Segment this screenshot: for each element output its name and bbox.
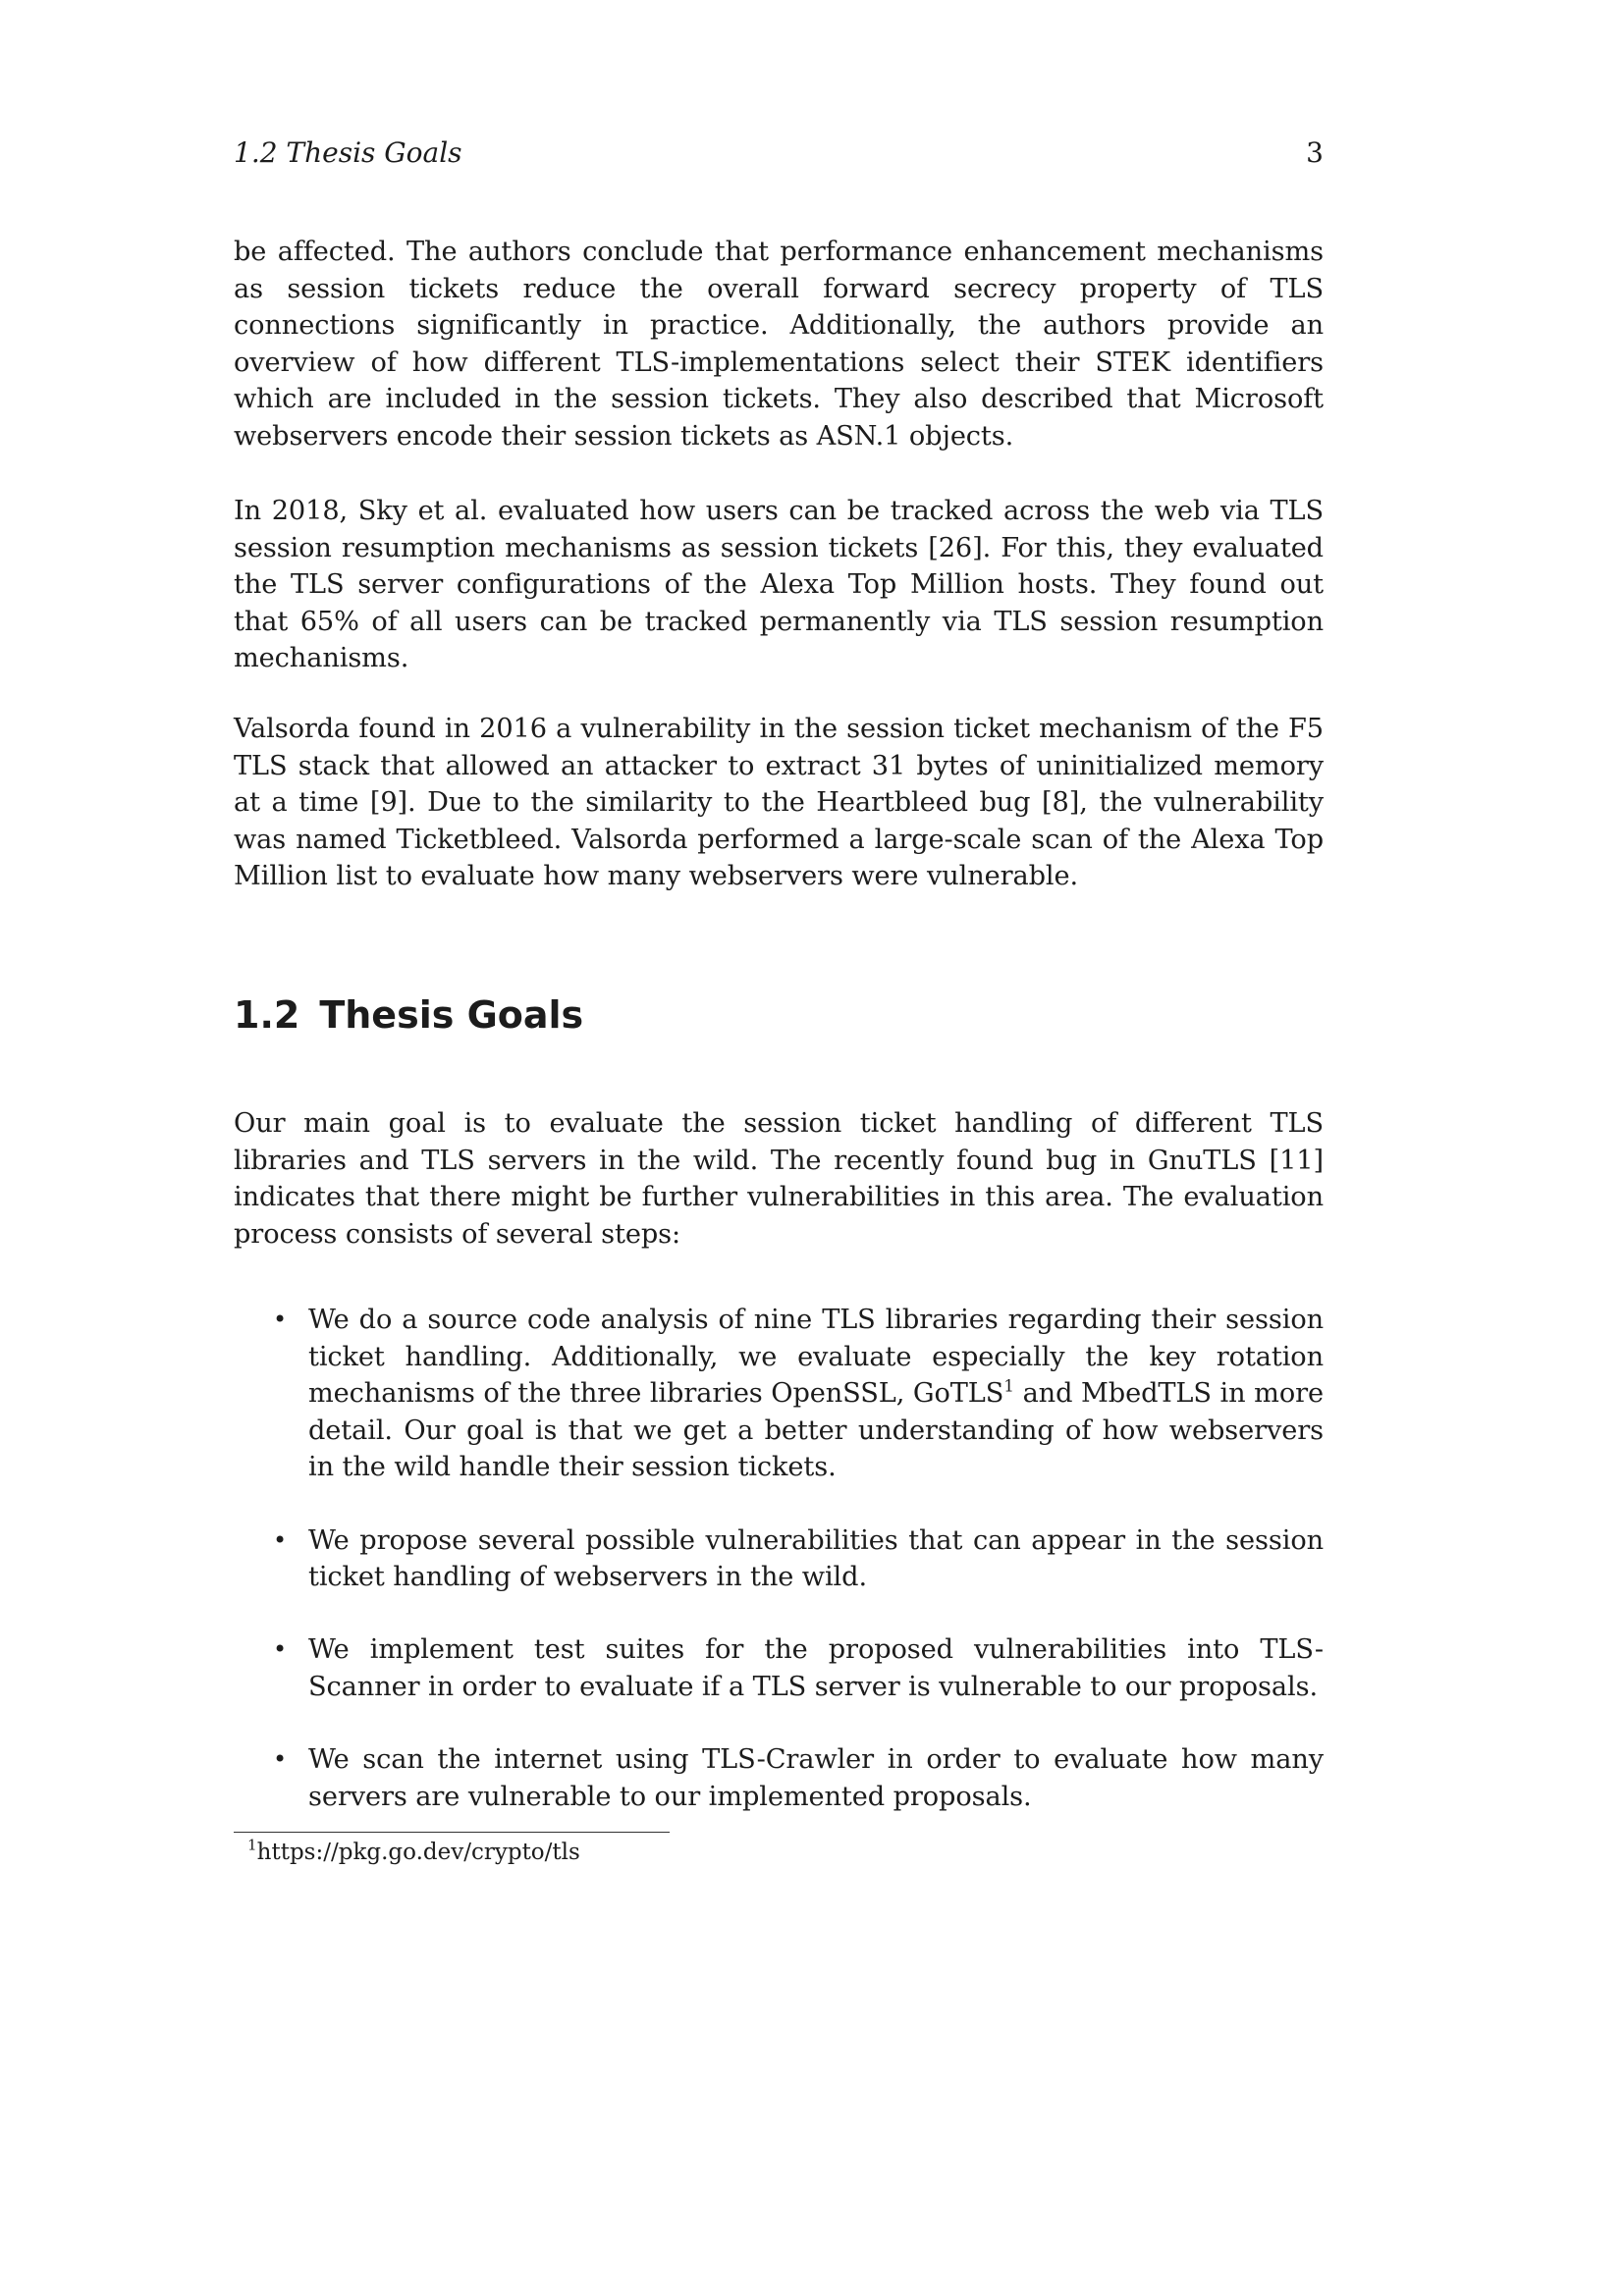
footnote-reference[interactable]: 1	[1003, 1375, 1014, 1396]
goals-list	[234, 1302, 1324, 1851]
running-header-title: 1.2 Thesis Goals	[234, 136, 462, 169]
list-item	[234, 1302, 1324, 1486]
bullet-icon: •	[273, 1745, 288, 1774]
footnote-divider	[234, 1832, 670, 1833]
bullet-icon: •	[273, 1306, 288, 1333]
footnote	[247, 1838, 580, 1867]
paragraph-tracking: In 2018, Sky et al. evaluated how users can be tracked across the web via TLS session resumption mechanisms as session tickets [26]. For this, they evaluated the TLS server configurations of the Alexa Top Million hosts. They found out that 65% of all users can be tracked permanently via TLS session resumption mechanisms.	[234, 496, 1324, 674]
footnote-mark: 1	[247, 1836, 257, 1854]
goal-text: We propose several possible vulnerabilities that can appear in the session ticket handling of webservers in the wild.	[308, 1524, 1324, 1593]
paragraph-main-goal: Our main goal is to evaluate the session ticket handling of different TLS libraries and TLS servers in the wild. The recently found bug in GnuTLS [11] indicates that there might be further vulnerabilities in this area. The evaluation process consists of several steps:	[234, 1108, 1324, 1250]
list-item	[234, 1741, 1324, 1815]
list-item	[234, 1631, 1324, 1705]
section-title: Thesis Goals	[319, 993, 584, 1037]
goal-text: We scan the internet using TLS-Crawler in order to evaluate how many servers are vulnerable to our implemented proposals.	[308, 1744, 1324, 1812]
section-heading	[234, 993, 583, 1037]
page-number: 3	[1306, 136, 1324, 169]
paragraph-ticketbleed: Valsorda found in 2016 a vulnerability in the session ticket mechanism of the F5 TLS stack that allowed an attacker to extract 31 bytes of uninitialized memory at a time [9]. Due to the similarity to the Heartbleed bug [8], the vulnerability was named Ticketbleed. Valsorda performed a large-scale scan of the Alexa Top Million list to evaluate how many webservers were vulnerable.	[234, 714, 1324, 892]
bullet-icon: •	[273, 1525, 288, 1554]
paragraph-forward-secrecy: be affected. The authors conclude that performance enhancement mechanisms as session tickets reduce the overall forward secrecy property of TLS connections significantly in practice. Additionally, the authors provide an overview of how different TLS-implementations select their STEK identifiers which are included in the session tickets. They also described that Microsoft webservers encode their session tickets as ASN.1 objects.	[234, 237, 1324, 452]
running-header	[234, 135, 1324, 171]
goal-text: We do a source code analysis of nine TLS libraries regarding their session ticket handling. Additionally, we evaluate especially the key rotation mechanisms of the three libraries OpenSSL, GoTLS	[308, 1305, 1324, 1410]
section-number: 1.2	[234, 993, 300, 1037]
bullet-icon: •	[273, 1635, 288, 1664]
footnote-link[interactable]: https://pkg.go.dev/crypto/tls	[256, 1840, 580, 1865]
goal-text: We implement test suites for the proposed vulnerabilities into TLS-Scanner in order to evaluate if a TLS server is vulnerable to our proposals.	[308, 1634, 1324, 1702]
list-item	[234, 1522, 1324, 1596]
goal-text-continued: and MbedTLS in more detail. Our goal is that we get a better understanding of how webservers in the wild handle their session tickets.	[308, 1378, 1324, 1483]
